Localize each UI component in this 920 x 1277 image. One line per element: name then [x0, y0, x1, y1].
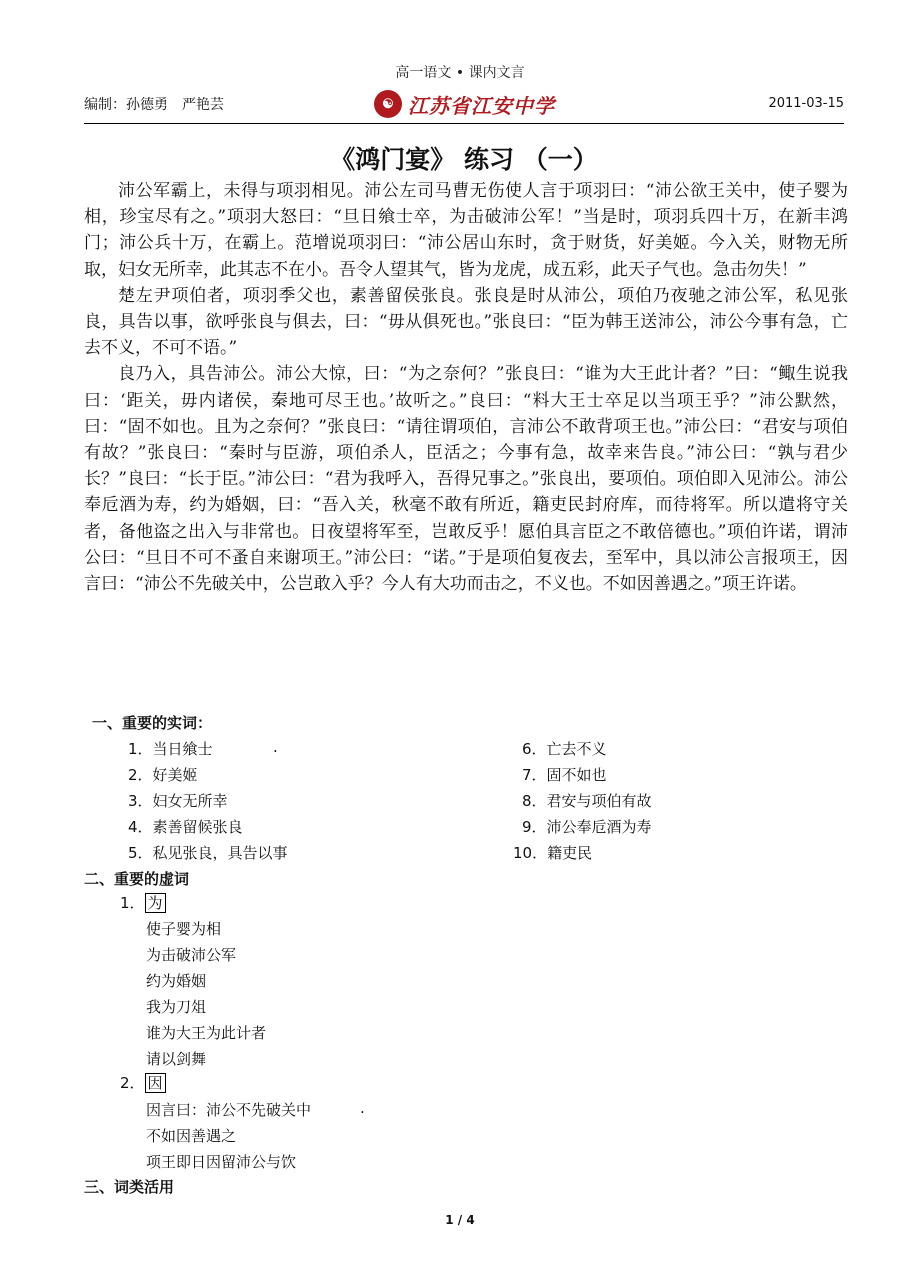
blank-mark: . — [360, 1099, 365, 1117]
list-item: 因言曰：沛公不先破关中 — [146, 1101, 312, 1119]
list-item: 2．好美姬 — [128, 766, 198, 784]
list-item: 9．沛公奉卮酒为寿 — [522, 818, 652, 836]
section3-heading: 三、词类活用 — [84, 1178, 175, 1196]
boxed-word: 因 — [145, 1073, 166, 1093]
passage-paragraph-2: 楚左尹项伯者，项羽季父也，素善留侯张良。张良是时从沛公，项伯乃夜驰之沛公军，私见张良，具告以事，欲呼张良与俱去，曰：“毋从俱死也。”张良曰：“臣为韩王送沛公，沛公今事有急，亡去不义，不可不语。” — [84, 285, 848, 359]
blank-mark: . — [273, 738, 278, 756]
passage — [84, 178, 848, 597]
list-item: 我为刀俎 — [146, 998, 207, 1016]
school-logo — [374, 88, 555, 120]
list-item: 请以剑舞 — [146, 1050, 207, 1068]
list-item: 1．当日飨士 — [128, 740, 213, 758]
list-item: 5．私见张良，具告以事 — [128, 844, 288, 862]
list-item: 8．君安与项伯有故 — [522, 792, 652, 810]
section1-heading: 一、重要的实词： — [92, 714, 213, 732]
page-number: 1 / 4 — [445, 1213, 475, 1227]
page-title: 《鸿门宴》 练习 （一） — [330, 145, 598, 174]
list-item: 项王即日因留沛公与饮 — [146, 1153, 297, 1171]
list-item: 约为婚姻 — [146, 972, 207, 990]
header-subject: 高一语文 • 课内文言 — [395, 65, 525, 81]
header-row — [84, 88, 844, 120]
list-item: 不如因善遇之 — [146, 1127, 237, 1145]
list-item: 谁为大王为此计者 — [146, 1024, 267, 1042]
header-editors: 编制：孙德勇 严艳芸 — [84, 97, 224, 113]
school-name: 江苏省江安中学 — [408, 93, 555, 118]
passage-paragraph-1: 沛公军霸上，未得与项羽相见。沛公左司马曹无伤使人言于项羽曰：“沛公欲王关中，使子婴为相，珍宝尽有之。”项羽大怒曰：“旦日飨士卒，为击破沛公军！”当是时，项羽兵四十万，在新丰鸿门；沛公兵十万，在霸上。范增说项羽曰：“沛公居山东时，贪于财货，好美姬。今入关，财物无所取，妇女无所幸，此其志不在小。吾令人望其气，皆为龙虎，成五彩，此天子气也。急击勿失！” — [84, 181, 848, 280]
list-item: 为击破沛公军 — [146, 946, 237, 964]
list-item: 7．固不如也 — [522, 766, 607, 784]
header-date: 2011-03-15 — [768, 96, 844, 111]
header-divider — [84, 123, 844, 124]
list-item: 4．素善留候张良 — [128, 818, 243, 836]
boxed-word: 为 — [145, 893, 166, 913]
school-seal-icon: ☯ — [374, 90, 402, 118]
function-word-1: 1． 为 — [120, 892, 166, 913]
list-item: 6．亡去不义 — [522, 740, 607, 758]
list-item: 使子婴为相 — [146, 920, 222, 938]
section2-heading: 二、重要的虚词 — [84, 870, 190, 888]
function-word-2: 2． 因 — [120, 1072, 166, 1093]
passage-paragraph-3: 良乃入，具告沛公。沛公大惊，曰：“为之奈何？”张良曰：“谁为大王此计者？”曰：“鲰生说我曰：‘距关，毋内诸侯，秦地可尽王也。’故听之。”良曰：“料大王士卒足以当项王乎？”沛公默然，曰：“固不如也。且为之奈何？”张良曰：“请往谓项伯，言沛公不敢背项王也。”沛公曰：“君安与项伯有故？”张良曰：“秦时与臣游，项伯杀人，臣活之；今事有急，故幸来告良。”沛公曰：“孰与君少长？”良曰：“长于臣。”沛公曰：“君为我呼入，吾得兄事之。”张良出，要项伯。项伯即入见沛公。沛公奉卮酒为寿，约为婚姻，曰：“吾入关，秋毫不敢有所近，籍吏民封府库，而待将军。所以遣将守关者，备他盗之出入与非常也。日夜望将军至，岂敢反乎！愿伯具言臣之不敢倍德也。”项伯许诺，谓沛公曰：“旦日不可不蚤自来谢项王。”沛公曰：“诺。”于是项伯复夜去，至军中，具以沛公言报项王，因言曰：“沛公不先破关中，公岂敢入乎？今人有大功而击之，不义也。不如因善遇之。”项王许诺。 — [84, 364, 848, 595]
list-item: 3．妇女无所幸 — [128, 792, 228, 810]
list-item: 10．籍吏民 — [513, 844, 593, 862]
